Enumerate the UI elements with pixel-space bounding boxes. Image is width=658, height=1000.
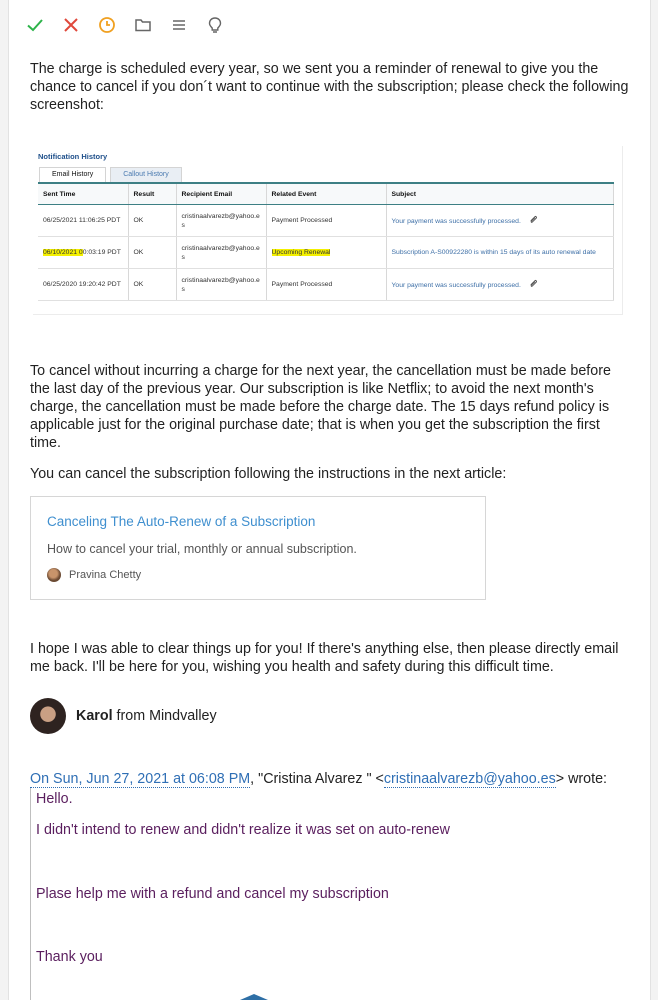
snooze-button[interactable]	[94, 12, 120, 38]
table-header-row	[38, 183, 614, 205]
notification-history-screenshot	[33, 146, 623, 315]
result: OK	[128, 205, 176, 237]
agent-name: Karol	[76, 708, 113, 724]
agent-company: from Mindvalley	[112, 708, 217, 724]
lightbulb-icon	[206, 16, 224, 34]
clock-icon	[98, 16, 116, 34]
subject: Your payment was successfully processed.	[391, 217, 521, 225]
instructions-paragraph: You can cancel the subscription following the instructions in the next article:	[30, 466, 507, 482]
result: OK	[128, 237, 176, 269]
tab-callout-history: Callout History	[110, 167, 182, 183]
quoted-sender: , "Cristina Alvarez " <	[250, 771, 384, 787]
author-name: Pravina Chetty	[69, 569, 142, 581]
recipient-email: cristinaalvarezb@yahoo.es	[176, 269, 266, 301]
menu-button[interactable]	[166, 12, 192, 38]
check-button[interactable]	[22, 12, 48, 38]
sent-time: 06/25/2021 11:06:25 PDT	[38, 205, 128, 237]
article-card[interactable]	[30, 496, 486, 600]
close-icon	[62, 16, 80, 34]
folder-button[interactable]	[130, 12, 156, 38]
quoted-email-link[interactable]: cristinaalvarezb@yahoo.es	[383, 771, 556, 787]
column-header: Recipient Email	[176, 183, 266, 205]
article-description: How to cancel your trial, monthly or annual subscription.	[47, 542, 357, 556]
quoted-header	[30, 770, 640, 788]
quoted-line: I didn't intend to renew and didn't realize it was set on auto-renew	[36, 822, 450, 838]
folder-icon	[134, 16, 152, 34]
quoted-line: Hello.	[36, 791, 73, 807]
related-event: Payment Processed	[266, 269, 386, 301]
quoted-line: Plase help me with a refund and cancel my subscription	[36, 886, 389, 902]
related-event: Payment Processed	[266, 205, 386, 237]
agent-signature	[30, 698, 217, 734]
sent-time	[38, 237, 128, 269]
screenshot-tabs	[39, 167, 186, 182]
sent-time-highlighted: 06/10/2021 0	[43, 249, 83, 256]
sent-time-rest: 0:03:19 PDT	[82, 249, 121, 256]
subject: Your payment was successfully processed.	[391, 281, 521, 289]
left-edge	[0, 0, 9, 1000]
column-header: Subject	[386, 183, 614, 205]
result: OK	[128, 269, 176, 301]
column-header: Related Event	[266, 183, 386, 205]
subject-cell	[386, 269, 614, 301]
table-row	[38, 237, 614, 269]
article-link[interactable]: Canceling The Auto-Renew of a Subscription	[47, 514, 316, 529]
menu-icon	[170, 16, 188, 34]
column-header: Sent Time	[38, 183, 128, 205]
subject-cell	[386, 205, 614, 237]
column-header: Result	[128, 183, 176, 205]
recipient-email: cristinaalvarezb@yahoo.es	[176, 237, 266, 269]
bottom-tab-indicator	[240, 994, 268, 1000]
related-event-highlighted: Upcoming Renewal	[271, 249, 331, 256]
sent-time: 06/25/2020 19:20:42 PDT	[38, 269, 128, 301]
closing-paragraph: I hope I was able to clear things up for you! If there's anything else, then please directly email me back. I'll be here for you, wishing you health and safety during this difficult time.	[30, 641, 619, 675]
paperclip-icon	[529, 215, 538, 227]
lightbulb-button[interactable]	[202, 12, 228, 38]
table-row	[38, 205, 614, 237]
right-scrollbar[interactable]	[650, 0, 658, 1000]
author-avatar	[47, 568, 61, 582]
quote-bar	[30, 788, 31, 1000]
avatar	[30, 698, 66, 734]
quoted-wrote: > wrote:	[555, 771, 608, 787]
agent-label	[76, 708, 217, 724]
close-button[interactable]	[58, 12, 84, 38]
screenshot-title: Notification History	[38, 152, 108, 161]
cancel-policy-paragraph: To cancel without incurring a charge for the next year, the cancellation must be made before the last day of the previous year. Our subscription is like Netflix; to avoid the next month's charge, the cancellation must be made before the charge date. The 15 days refund policy is applicable just for the original purchase date; that is when you get the subscription the first time.	[30, 363, 611, 451]
tab-email-history: Email History	[39, 167, 106, 183]
subject: Subscription A-S00922280 is within 15 days of its auto renewal date	[386, 237, 614, 269]
toolbar	[22, 12, 238, 38]
paperclip-icon	[529, 279, 538, 291]
recipient-email: cristinaalvarezb@yahoo.es	[176, 205, 266, 237]
table-row	[38, 269, 614, 301]
related-event	[266, 237, 386, 269]
intro-paragraph: The charge is scheduled every year, so we sent you a reminder of renewal to give you the chance to cancel if you don´t want to continue with the subscription; please check the following screenshot:	[30, 61, 629, 113]
quoted-line: Thank you	[36, 949, 103, 965]
quoted-date-link[interactable]: On Sun, Jun 27, 2021 at 06:08 PM	[30, 771, 251, 787]
notification-table	[38, 182, 614, 301]
article-author	[47, 568, 141, 582]
check-icon	[26, 16, 44, 34]
